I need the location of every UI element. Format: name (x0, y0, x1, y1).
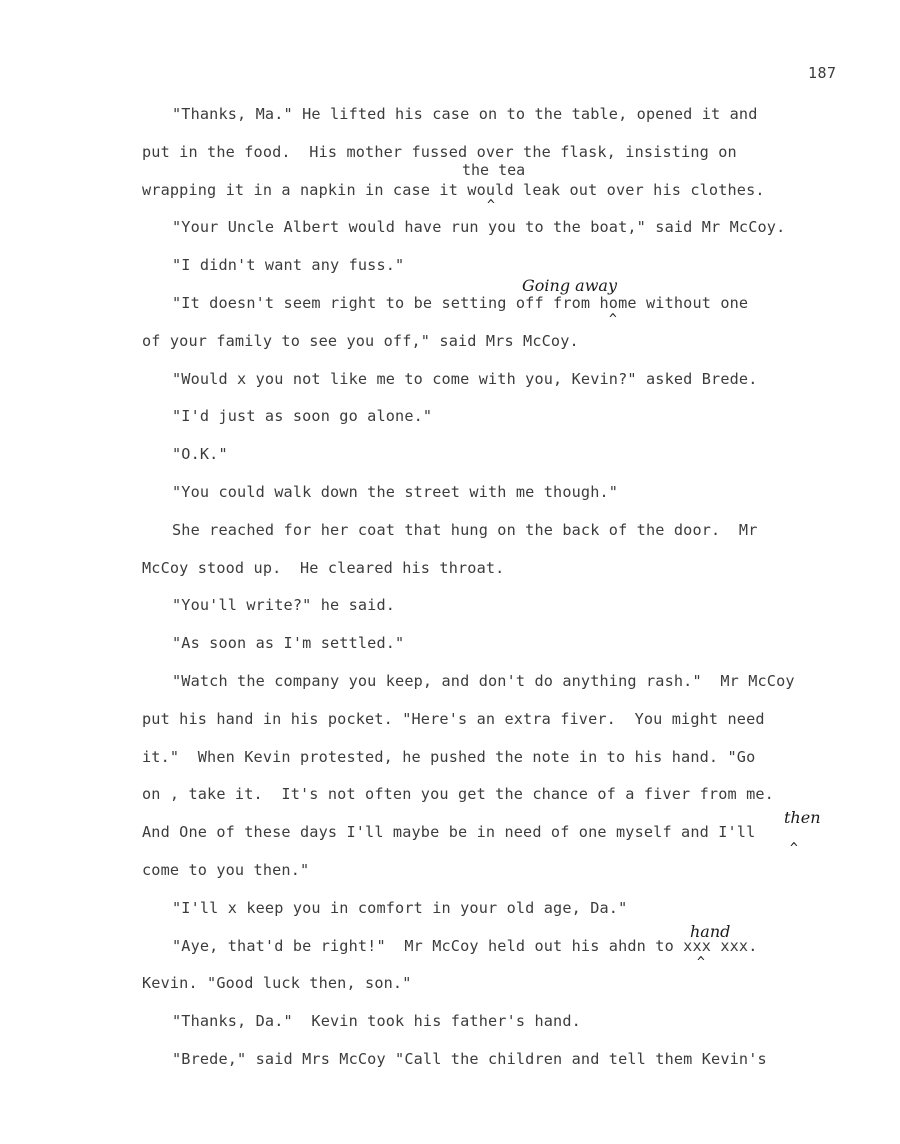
typescript-line: of your family to see you off," said Mrs McCoy. (142, 331, 579, 350)
typescript-line: wrapping it in a napkin in case it would leak out over his clothes. (142, 180, 765, 199)
typescript-line: "It doesn't seem right to be setting off from home without one (172, 293, 749, 312)
caret-mark: ^ (790, 841, 798, 856)
caret-mark: ^ (609, 312, 617, 327)
typescript-line: "You'll write?" he said. (172, 596, 396, 615)
typescript-line: put his hand in his pocket. "Here's an extra fiver. You might need (142, 709, 765, 728)
page-number: 187 (808, 64, 837, 82)
typescript-line: put in the food. His mother fussed over the flask, insisting on (142, 142, 737, 161)
typescript-line: "Aye, that'd be right!" Mr McCoy held out his ahdn to xxx xxx. (172, 936, 758, 955)
typescript-line: "Thanks, Ma." He lifted his case on to the table, opened it and (172, 105, 758, 123)
typescript-line: McCoy stood up. He cleared his throat. (142, 558, 505, 577)
typescript-line: "I'll x keep you in comfort in your old age, Da." (172, 898, 628, 917)
typescript-line: on , take it. It's not often you get the chance of a fiver from me. (142, 785, 774, 804)
typescript-line: "Brede," said Mrs McCoy "Call the children and tell them Kevin's (172, 1049, 767, 1068)
typescript-line: "I'd just as soon go alone." (172, 407, 433, 426)
handwritten-insertion-going-away: Going away (522, 276, 617, 295)
typescript-line: "Thanks, Da." Kevin took his father's hand. (172, 1012, 581, 1031)
typescript-line: "I didn't want any fuss." (172, 256, 405, 275)
handwritten-insertion-hand: hand (690, 922, 731, 941)
typed-insertion-the-tea: the tea (462, 161, 526, 179)
typescript-line: "You could walk down the street with me though." (172, 482, 619, 501)
typescript-line: "Would x you not like me to come with you, Kevin?" asked Brede. (172, 369, 758, 388)
handwritten-insertion-then: then (784, 808, 821, 827)
typescript-line: come to you then." (142, 860, 310, 879)
typescript-line: "Your Uncle Albert would have run you to the boat," said Mr McCoy. (172, 218, 786, 237)
typescript-line: "Watch the company you keep, and don't do anything rash." Mr McCoy (172, 671, 795, 690)
typescript-line: "O.K." (172, 445, 228, 464)
typescript-line: She reached for her coat that hung on the back of the door. Mr (172, 520, 758, 539)
typescript-line: And One of these days I'll maybe be in need of one myself and I'll (142, 823, 756, 842)
typescript-line: Kevin. "Good luck then, son." (142, 974, 412, 993)
typescript-body (0, 100, 900, 1083)
caret-mark: ^ (487, 198, 495, 213)
caret-mark: ^ (697, 955, 705, 970)
typescript-line: it." When Kevin protested, he pushed the note in to his hand. "Go (142, 747, 756, 766)
typescript-line: "As soon as I'm settled." (172, 634, 405, 653)
